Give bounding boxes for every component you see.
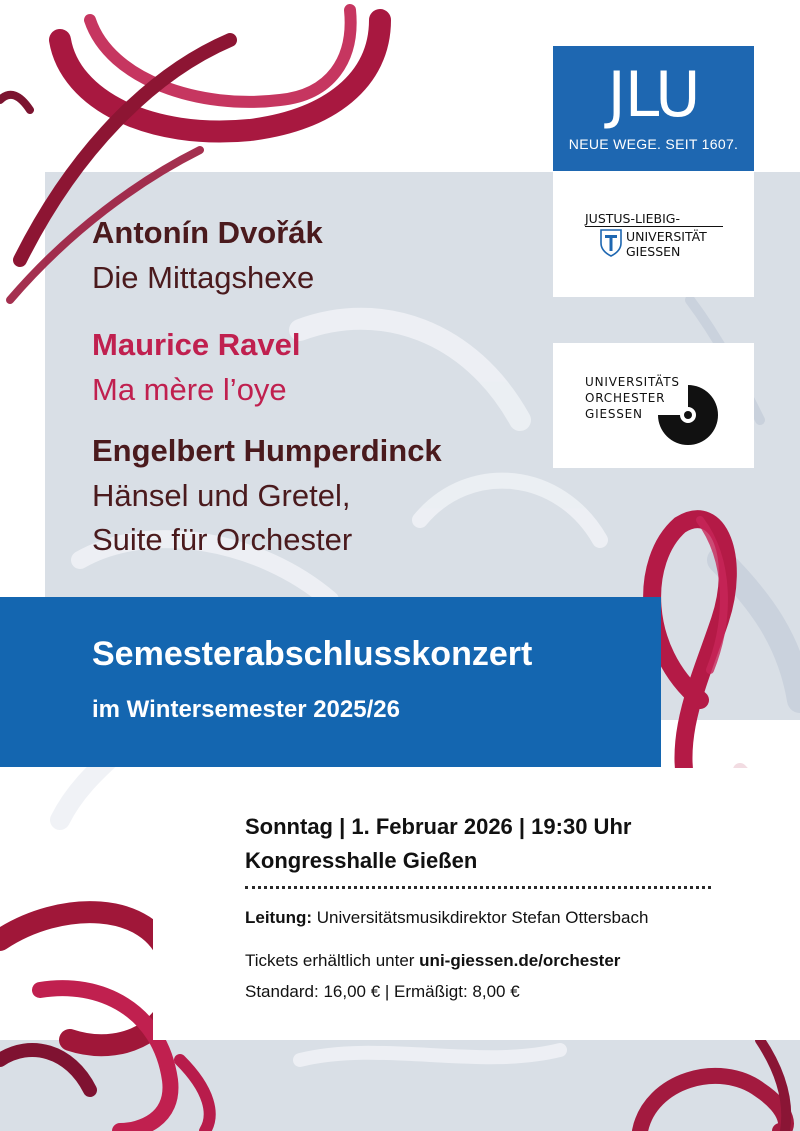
orchestra-name-line2: ORCHESTER: [585, 391, 666, 405]
date-time: Sonntag | 1. Februar 2026 | 19:30 Uhr: [245, 814, 632, 839]
work-title: Hänsel und Gretel,: [92, 478, 351, 513]
jlu-logo: [553, 46, 754, 171]
university-name-line2: UNIVERSITÄT: [626, 229, 707, 244]
record-disc-icon: [656, 383, 720, 447]
university-logo-rule: [585, 226, 723, 227]
tickets-url-link[interactable]: uni-giessen.de/orchester: [419, 951, 621, 970]
university-name-line3: GIESSEN: [626, 244, 681, 259]
university-name-line1: JUSTUS-LIEBIG-: [585, 211, 681, 226]
composer-name: Engelbert Humperdinck: [92, 433, 442, 468]
conductor-name: Universitätsmusikdirektor Stefan Ottersbach: [312, 908, 649, 927]
shield-icon: [600, 229, 622, 257]
concert-title: Semesterabschlusskonzert: [92, 635, 533, 673]
orchestra-name-line3: GIESSEN: [585, 407, 643, 421]
jlu-slogan: NEUE WEGE. SEIT 1607.: [568, 136, 739, 152]
tickets-line: [245, 951, 620, 971]
work-title: Ma mère l’oye: [92, 372, 287, 407]
jlu-logo-letters: JLU: [607, 58, 700, 131]
ticket-prices: Standard: 16,00 € | Ermäßigt: 8,00 €: [245, 982, 520, 1001]
concert-subtitle: im Wintersemester 2025/26: [92, 696, 400, 723]
conductor-label: Leitung:: [245, 908, 313, 927]
composer-name: Antonín Dvořák: [92, 215, 323, 250]
venue: Kongresshalle Gießen: [245, 848, 478, 873]
tickets-prefix: Tickets erhältlich unter: [245, 951, 420, 970]
orchestra-name-line1: UNIVERSITÄTS: [585, 375, 680, 389]
work-title: Die Mittagshexe: [92, 260, 315, 295]
composer-name: Maurice Ravel: [92, 327, 301, 362]
university-logo: [553, 171, 754, 297]
orchestra-logo: [553, 343, 754, 468]
conductor-line: [245, 908, 648, 928]
title-banner: [0, 597, 661, 767]
work-title: Suite für Orchester: [92, 522, 353, 557]
dotted-divider: [245, 886, 711, 889]
